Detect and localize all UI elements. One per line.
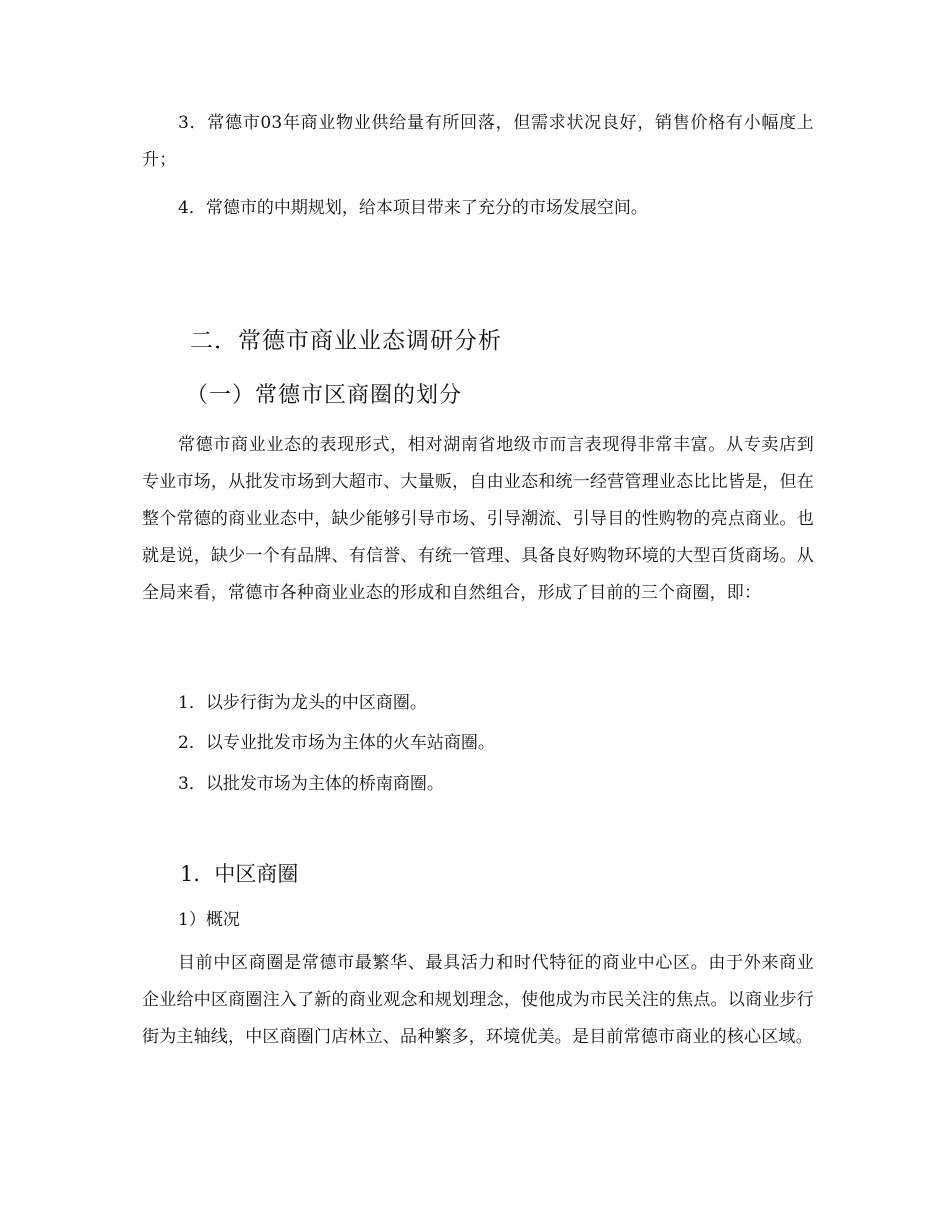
sub-heading: 1．中区商圈 <box>180 862 299 886</box>
circle-item-2: 2．以专业批发市场为主体的火车站商圈。 <box>178 733 495 753</box>
section-title: 二．常德市商业业态调研分析 <box>190 328 502 354</box>
circle-item-1: 1．以步行街为龙头的中区商圈。 <box>178 693 427 713</box>
subsection-body: 常德市商业业态的表现形式，相对湖南省地级市而言表现得非常丰富。从专卖店到专业市场，从批发市场到大超市、大量贩，自由业态和统一经营管理业态比比皆是，但在整个常德的商业业态中，缺少能够引导市场、引导潮流、引导目的性购物的亮点商业。也就是说，缺少一个有品牌、有信誉、有统一管理、具备良好购物环境的大型百货商场。从全局来看，常德市各种商业业态的形成和自然组合，形成了目前的三个商圈，即： <box>142 435 814 603</box>
overview-label: 1）概况 <box>178 910 240 930</box>
circle-item-3: 3．以批发市场为主体的桥南商圈。 <box>178 774 444 794</box>
intro-point-3: 3．常德市03年商业物业供给量有所回落，但需求状况良好，销售价格有小幅度上升； <box>142 113 814 170</box>
subsection-title: （一）常德市区商圈的划分 <box>186 383 463 408</box>
intro-point-4: 4．常德市的中期规划，给本项目带来了充分的市场发展空间。 <box>178 198 648 218</box>
overview-body: 目前中区商圈是常德市最繁华、最具活力和时代特征的商业中心区。由于外来商业企业给中区商圈注入了新的商业观念和规划理念，使他成为市民关注的焦点。以商业步行街为主轴线，中区商圈门店林立、品种繁多，环境优美。是目前常德市商业的核心区域。 <box>142 953 814 1047</box>
